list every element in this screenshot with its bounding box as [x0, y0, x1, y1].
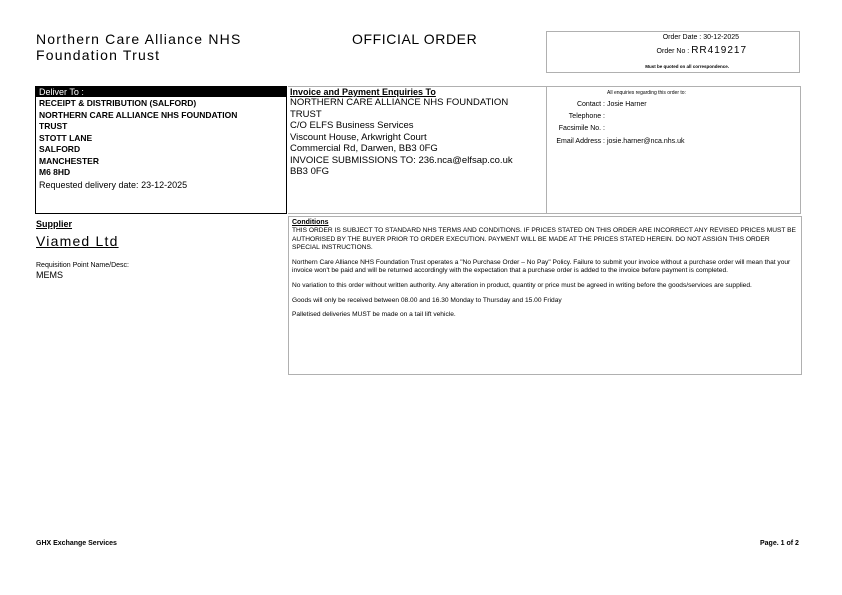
condition-paragraph: Goods will only be received between 08.00 and 16.30 Monday to Thursday and 15.00 Friday: [292, 296, 562, 304]
document-title: OFFICIAL ORDER: [352, 31, 478, 47]
enquiries-box: [546, 86, 801, 214]
invoice-line: Viscount House, Arkwright Court: [290, 131, 427, 143]
order-date-label: Order Date :: [662, 34, 702, 41]
email-value[interactable]: josie.harner@nca.nhs.uk: [606, 138, 685, 145]
order-date-value: 30-12-2025: [703, 34, 739, 41]
conditions-heading: Conditions: [292, 219, 329, 226]
trust-name: [36, 31, 242, 63]
deliver-line: TRUST: [39, 121, 68, 131]
order-number-label: Order No :: [656, 48, 690, 55]
fax-row: [547, 125, 605, 132]
order-note: Must be quoted on all correspondence.: [645, 64, 729, 69]
order-number: [657, 45, 747, 56]
condition-paragraph: No variation to this order without written authority. Any alteration in product, quantity or price must be agreed in writing before the goods/services are supplied.: [292, 281, 752, 289]
deliver-line: RECEIPT & DISTRIBUTION (SALFORD): [39, 98, 197, 108]
requested-delivery-date: Requested delivery date: 23-12-2025: [39, 179, 188, 190]
footer-source: GHX Exchange Services: [36, 540, 117, 547]
deliver-to-box: [35, 86, 287, 214]
invoice-line: Commercial Rd, Darwen, BB3 0FG: [290, 143, 438, 154]
contact-value: Josie Harner: [606, 101, 647, 108]
invoice-line: BB3 0FG: [290, 166, 330, 177]
contact-label: Contact :: [576, 101, 605, 108]
contact-row: [547, 101, 647, 108]
deliver-to-heading: Deliver To :: [36, 87, 286, 97]
trust-name-line2: Foundation Trust: [36, 47, 161, 63]
deliver-line: STOTT LANE: [39, 132, 93, 143]
invoice-line: C/O ELFS Business Services: [290, 120, 414, 131]
telephone-label: Telephone :: [568, 113, 605, 120]
condition-paragraph: THIS ORDER IS SUBJECT TO STANDARD NHS TERMS AND CONDITIONS. IF PRICES STATED ON THIS ORDER ARE INCORRECT ANY REVISED PRICES MUST BE AUTHORISED BY THE BUYER PRIOR TO ORDER EXECUTION. PAYMENT WILL BE MADE AT THE PRICES STATED HEREIN. DO NOT ASSIGN THIS ORDER SPECIAL INSTRUCTIONS.: [292, 227, 796, 252]
order-info-box: [546, 31, 800, 73]
invoice-heading: Invoice and Payment Enquiries To: [290, 87, 436, 97]
enquiries-heading: All enquiries regarding this order to:: [607, 90, 686, 96]
email-label: Email Address :: [556, 138, 605, 145]
condition-paragraph: Northern Care Alliance NHS Foundation Trust operates a "No Purchase Order – No Pay" Policy. Failure to submit your invoice without a purchase order will mean that your invoice won't be paid and will be returned accordingly with the expectation that a purchase order is added to the invoice before payment is completed.: [292, 258, 791, 275]
page-number: Page. 1 of 2: [760, 540, 799, 547]
email-row: [547, 138, 685, 145]
order-date: [663, 34, 739, 41]
deliver-line: SALFORD: [39, 144, 81, 154]
order-number-value: RR419217: [691, 45, 747, 56]
invoice-line: NORTHERN CARE ALLIANCE NHS FOUNDATION: [290, 97, 509, 108]
invoice-enquiries-box: [288, 86, 546, 214]
conditions-box: [288, 216, 802, 375]
supplier-heading: Supplier: [36, 219, 73, 229]
supplier-name: Viamed Ltd: [36, 233, 119, 249]
requisition-value: MEMS: [36, 270, 63, 280]
deliver-line: MANCHESTER: [39, 155, 99, 166]
deliver-line: M6 8HD: [39, 167, 71, 177]
requisition-label: Requisition Point Name/Desc:: [36, 262, 129, 269]
invoice-line: TRUST: [290, 108, 322, 120]
invoice-line: INVOICE SUBMISSIONS TO: 236.nca@elfsap.co.uk: [290, 154, 513, 166]
trust-name-line1: Northern Care Alliance NHS: [36, 31, 242, 47]
deliver-line: NORTHERN CARE ALLIANCE NHS FOUNDATION: [39, 109, 238, 120]
telephone-row: [547, 113, 605, 120]
fax-label: Facsimile No. :: [558, 125, 605, 132]
condition-paragraph: Palletised deliveries MUST be made on a tail lift vehicle.: [292, 311, 456, 319]
